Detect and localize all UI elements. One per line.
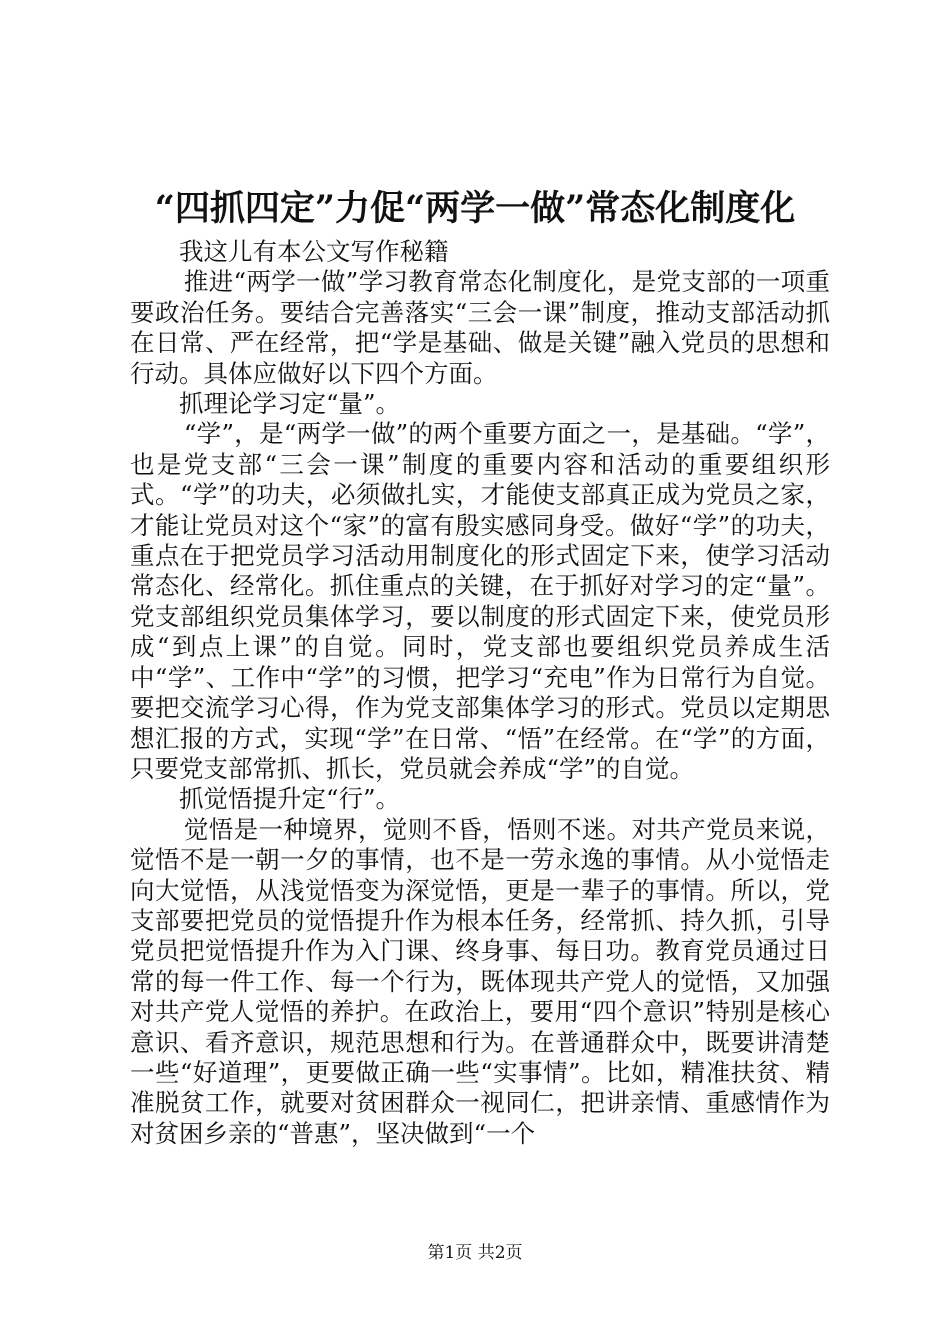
- paragraph-3: 觉悟是一种境界，觉则不昏，悟则不迷。对共产党员来说，觉悟不是一朝一夕的事情，也不是一劳永逸的事情。从小觉悟走向大觉悟，从浅觉悟变为深觉悟，更是一辈子的事情。所以，党支部要把党员的觉悟提升作为根本任务，经常抓、持久抓，引导党员把觉悟提升作为入门课、终身事、每日功。教育党员通过日常的每一件工作、每一个行为，既体现共产党人的觉悟，又加强对共产党人觉悟的养护。在政治上，要用“四个意识”特别是核心意识、看齐意识，规范思想和行为。在普通群众中，既要讲清楚一些“好道理”，更要做正确一些“实事情”。比如，精准扶贫、精准脱贫工作，就要对贫困群众一视同仁，把讲亲情、重感情作为对贫困乡亲的“普惠”，坚决做到“一个: [130, 814, 830, 1148]
- paragraph-1: 推进“两学一做”学习教育常态化制度化，是党支部的一项重要政治任务。要结合完善落实“三会一课”制度，推动支部活动抓在日常、严在经常，把“学是基础、做是关键”融入党员的思想和行动。具体应做好以下四个方面。: [130, 267, 830, 388]
- document-title: “四抓四定”力促“两学一做”常态化制度化: [154, 188, 796, 229]
- section-heading-1: 抓理论学习定“量”。: [179, 389, 401, 419]
- page-number-footer: 第1页 共2页: [427, 1243, 523, 1263]
- paragraph-2: “学”，是“两学一做”的两个重要方面之一，是基础。“学”，也是党支部“三会一课”制度的重要内容和活动的重要组织形式。“学”的功夫，必须做扎实，才能使支部真正成为党员之家，才能让党员对这个“家”的富有殷实感同身受。做好“学”的功夫，重点在于把党员学习活动用制度化的形式固定下来，使学习活动常态化、经常化。抓住重点的关键，在于抓好对学习的定“量”。党支部组织党员集体学习，要以制度的形式固定下来，使党员形成“到点上课”的自觉。同时，党支部也要组织党员养成生活中“学”、工作中“学”的习惯，把学习“充电”作为日常行为自觉。要把交流学习心得，作为党支部集体学习的形式。党员以定期思想汇报的方式，实现“学”在日常、“悟”在经常。在“学”的方面，只要党支部常抓、抓长，党员就会养成“学”的自觉。: [130, 419, 830, 783]
- section-heading-2: 抓觉悟提升定“行”。: [179, 784, 401, 814]
- document-body: [130, 237, 830, 1149]
- intro-line: 我这儿有本公文写作秘籍: [179, 237, 449, 266]
